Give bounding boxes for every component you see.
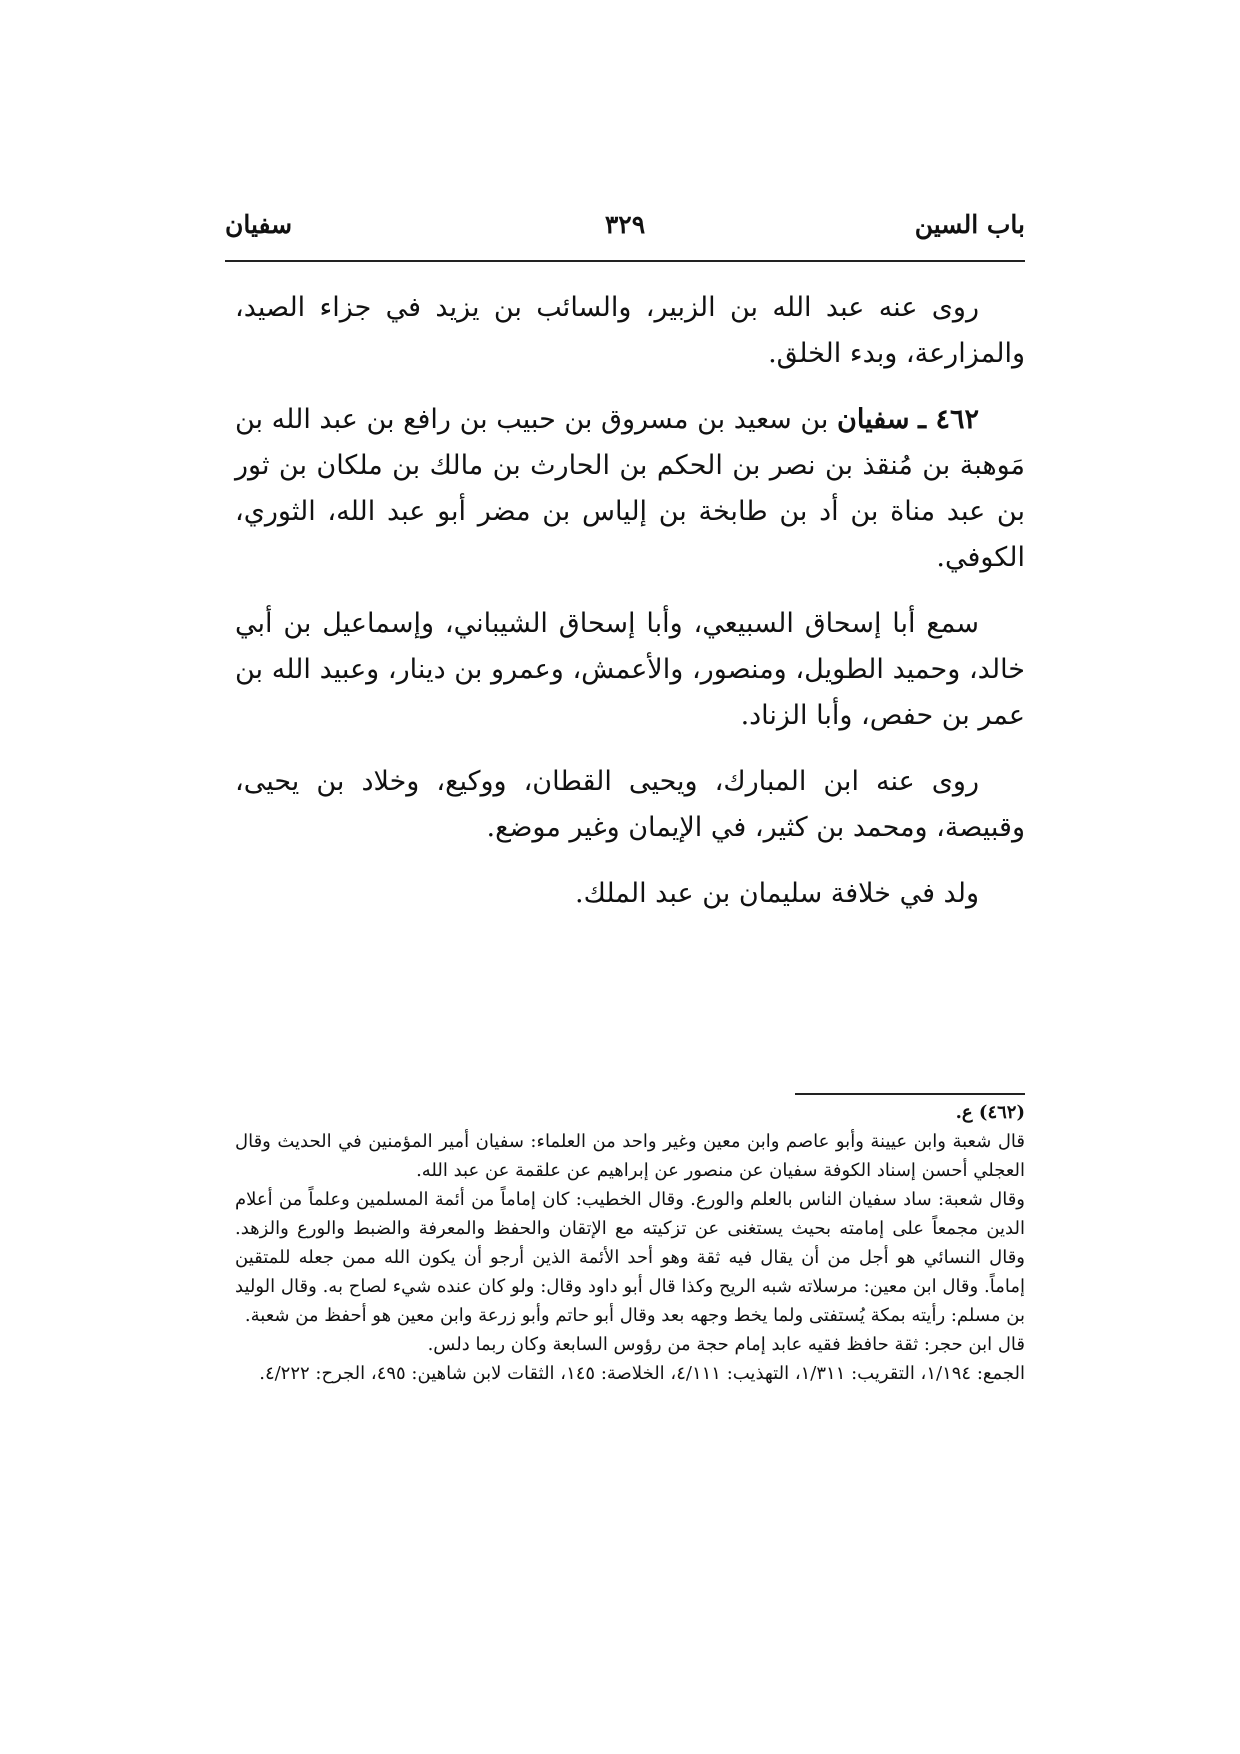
footnote-line: قال ابن حجر: ثقة حافظ فقيه عابد إمام حجة من رؤوس السابعة وكان ربما دلس. [427,1334,1025,1355]
footnote-line: وقال شعبة: ساد سفيان الناس بالعلم والورع. وقال الخطيب: كان إماماً من أئمة المسلمين وعلماً من أعلام الدين مجمعاً على إمامته بحيث يستغنى عن تزكيته مع الإتقان والحفظ والمعرفة والضبط والورع والزهد. وقال النسائي هو أجل من أن يقال فيه ثقة وهو أحد الأئمة الذين أرجو أن يكون الله ممن جعله للمتقين إماماً. وقال ابن معين: مرسلاته شبه الريح وكذا قال أبو داود وقال: ولو كان عنده شيء لصاح به. وقال الوليد بن مسلم: رأيته بمكة يُستفتى ولما يخط وجهه بعد وقال أبو حاتم وأبو زرعة وابن معين هو أحفظ من شعبة. [235,1189,1025,1326]
page-number: ٣٢٩ [604,210,646,239]
entry-name: سفيان [837,404,910,435]
paragraph: ولد في خلافة سليمان بن عبد الملك. [574,878,979,909]
footnotes [235,1098,1025,1388]
entry-title: سفيان [225,210,293,239]
paragraph: سمع أبا إسحاق السبيعي، وأبا إسحاق الشيباني، وإسماعيل بن أبي خالد، وحميد الطويل، ومنصور، والأعمش، وعمرو بن دينار، وعبيد الله بن عمر بن حفص، وأبا الزناد. [235,608,1025,731]
header-divider [225,260,1025,262]
entry-number: ٤٦٢ ـ [918,404,980,435]
main-text [235,285,1025,937]
footnote-tag: (٤٦٢) ع. [955,1102,1025,1123]
entry-text: بن سعيد بن مسروق بن حبيب بن رافع بن عبد الله بن مَوهبة بن مُنقذ بن نصر بن الحكم بن الحارث بن مالك بن ملكان بن ثور بن عبد مناة بن أد بن طابخة بن إلياس بن مضر أبو عبد الله، الثوري، الكوفي. [235,404,1025,573]
footnote-line: الجمع: ١/١٩٤، التقريب: ١/٣١١، التهذيب: ٤/١١١، الخلاصة: ١٤٥، الثقات لابن شاهين: ٤٩٥، الجرح: ٤/٢٢٢. [259,1363,1025,1384]
paragraph: روى عنه عبد الله بن الزبير، والسائب بن يزيد في جزاء الصيد، والمزارعة، وبدء الخلق. [235,292,1025,369]
footnote-line: قال شعبة وابن عيينة وأبو عاصم وابن معين وغير واحد من العلماء: سفيان أمير المؤمنين في الحديث وقال العجلي أحسن إسناد الكوفة سفيان عن منصور عن إبراهيم عن علقمة عن عبد الله. [235,1131,1025,1181]
footnote-divider [795,1093,1025,1095]
running-header [225,210,1025,254]
entry-paragraph [235,397,1025,581]
paragraph: روى عنه ابن المبارك، ويحيى القطان، ووكيع، وخلاد بن يحيى، وقبيصة، ومحمد بن كثير، في الإيمان وغير موضع. [235,766,1025,843]
chapter-title: باب السين [914,210,1025,239]
